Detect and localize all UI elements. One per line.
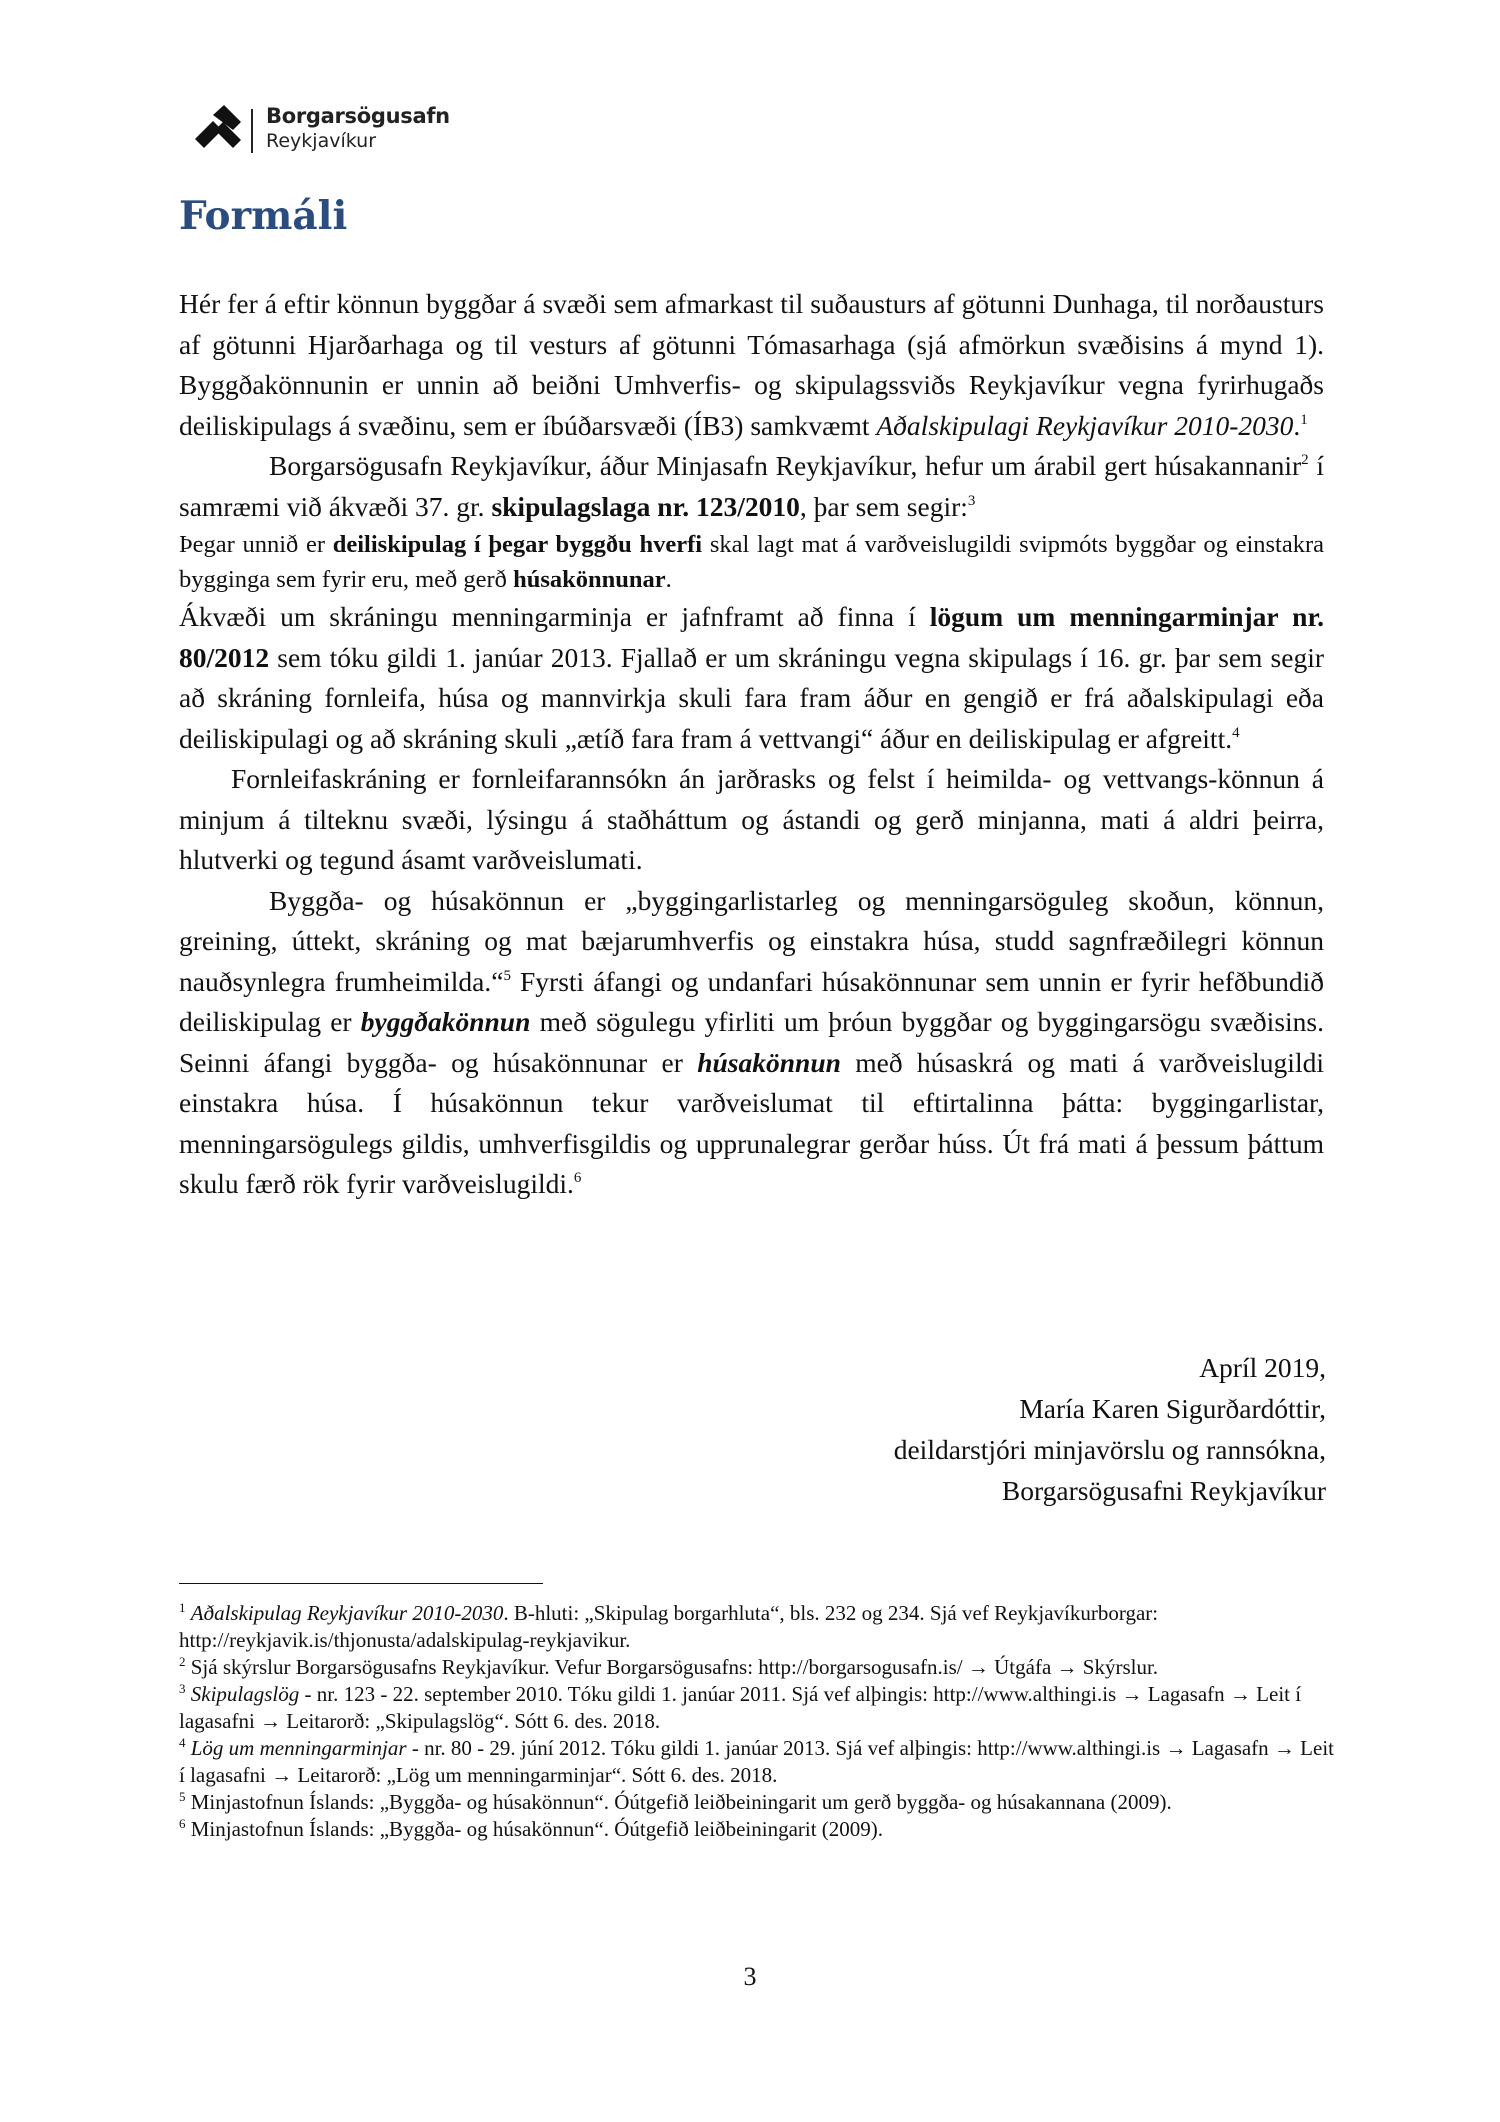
footnote-ref: 2 <box>1301 452 1309 468</box>
signature-org: Borgarsögusafni Reykjavíkur <box>1001 1475 1326 1506</box>
logo-city: Reykjavíkur <box>266 130 377 152</box>
footnote-item: $^3$ Skipulagslög - nr. 123 - 22. september 2010. Tóku gildi 1. janúar 2011. Sjá vef alþingis: http://www.althingi.is → Lagasafn → Leit í lagasafni → Leitarorð: „Skipulagslög“. Sótt 6. des. 2018. <box>179 1681 1302 1733</box>
footnote-divider <box>179 1583 543 1584</box>
paragraph-law: Ákvæði um skráningu menningarminja er jafnframt að finna í lögum um menningarminjar nr. 80/2012 sem tóku gildi 1. janúar 2013. Fjallað er um skráningu vegna skipulags í 16. gr. þar sem segir að skráning fornleifa, húsa og mannvirkja skuli fara fram áður en gengið er frá aðalskipulagi eða deiliskipulagi og að skráning skuli „ætíð fara fram á vettvangi“ áður en deiliskipulag er afgreitt.$^4$ <box>179 601 1325 754</box>
footnote-ref: 4 <box>1232 724 1240 741</box>
logo <box>193 103 463 159</box>
footnote-ref: 1 <box>1300 411 1308 428</box>
logo-name: Borgarsögusafn <box>266 104 450 128</box>
footnote-item: $^2$ Sjá skýrslur Borgarsögusafns Reykjavíkur. Vefur Borgarsögusafns: http://borgarsogusafn.is/ → Útgáfa → Skýrslur. <box>179 1654 1159 1679</box>
signature-block <box>894 1347 1326 1511</box>
footnote-ref: 6 <box>573 1170 582 1186</box>
footnotes <box>179 1600 1339 1843</box>
chevron-logo-icon <box>193 105 243 151</box>
block-quote: Þegar unnið er deiliskipulag í þegar byggðu hverfi skal lagt mat á varðveislugildi svipmóts byggðar og einstakra bygginga sem fyrir eru, með gerð húsakönnunar. <box>179 531 1324 593</box>
footnote-ref: 3 <box>967 492 976 509</box>
signature-name: María Karen Sigurðardóttir, <box>1019 1393 1326 1424</box>
page-number: 3 <box>743 1962 757 1991</box>
body-text <box>179 284 1324 1205</box>
footnote-item: $^4$ Lög um menningarminjar - nr. 80 - 29. júní 2012. Tóku gildi 1. janúar 2013. Sjá vef alþingis: http://www.althingi.is → Lagasafn → Leit í lagasafni → Leitarorð: „Lög um menningarminjar“. Sótt 6. des. 2018. <box>179 1735 1334 1787</box>
footnote-ref: 5 <box>503 967 511 984</box>
page-title: Formáli <box>179 193 348 239</box>
paragraph-archaeology: Fornleifaskráning er fornleifarannsókn án jarðrasks og felst í heimilda- og vettvangs-könnun á minjum á tilteknu svæði, lýsingu á staðháttum og ástandi og gerð minjanna, mati á aldri þeirra, hlutverki og tegund ásamt varðveislumati. <box>179 763 1324 875</box>
paragraph-intro: Hér fer á eftir könnun byggðar á svæði sem afmarkast til suðausturs af götunni Dunhaga, til norðausturs af götunni Hjarðarhaga og til vesturs af götunni Tómasarhaga (sjá afmörkun svæðisins á mynd 1). Byggðakönnunin er unnin að beiðni Umhverfis- og skipulagssviðs Reykjavíkur vegna fyrirhugaðs deiliskipulags á svæðinu, sem er íbúðarsvæði (ÍB3) samkvæmt Aðalskipulagi Reykjavíkur 2010-2030.$^1$ <box>179 288 1324 441</box>
footnote-item: $^5$ Minjastofnun Íslands: „Byggða- og húsakönnun“. Óútgefið leiðbeiningarit um gerð byggða- og húsakannana (2009). <box>179 1789 1172 1814</box>
signature-role: deildarstjóri minjavörslu og rannsókna, <box>893 1434 1326 1465</box>
paragraph-survey: Byggða- og húsakönnun er „byggingarlistarleg og menningarsöguleg skoðun, könnun, greining, úttekt, skráning og mat bæjarumhverfis og einstakra húsa, studd sagnfræðilegri könnun nauðsynlegra frumheimilda.“$^5$ Fyrsti áfangi og undanfari húsakönnunar sem unnin er fyrir hefðbundið deiliskipulag er byggðakönnun með sögulegu yfirliti um þróun byggðar og byggingarsögu svæðisins. Seinni áfangi byggða- og húsakönnunar er húsakönnun með húsaskrá og mati á varðveislugildi einstakra húsa. Í húsakönnun tekur varðveislumat til eftirtalinna þátta: byggingarlistar, menningarsögulegs gildis, umhverfisgildis og upprunalegrar gerðar húss. Út frá mati á þessum þáttum skulu færð rök fyrir varðveislugildi.$^6$ <box>179 884 1324 1199</box>
paragraph-history: Borgarsögusafn Reykjavíkur, áður Minjasafn Reykjavíkur, hefur um árabil gert húsakannanir$^2$ í samræmi við ákvæði 37. gr. skipulagslaga nr. 123/2010, þar sem segir:$^3$ <box>179 450 1324 522</box>
logo-divider <box>251 109 253 153</box>
signature-date: Apríl 2019, <box>1199 1352 1326 1383</box>
footnote-item: $^6$ Minjastofnun Íslands: „Byggða- og húsakönnun“. Óútgefið leiðbeiningarit (2009). <box>179 1816 884 1841</box>
footnote-item: $^1$ Aðalskipulag Reykjavíkur 2010-2030. B-hluti: „Skipulag borgarhluta“, bls. 232 og 234. Sjá vef Reykjavíkurborgar: http://reykjavik.is/thjonusta/adalskipulag-reykjavikur. <box>179 1600 1159 1652</box>
